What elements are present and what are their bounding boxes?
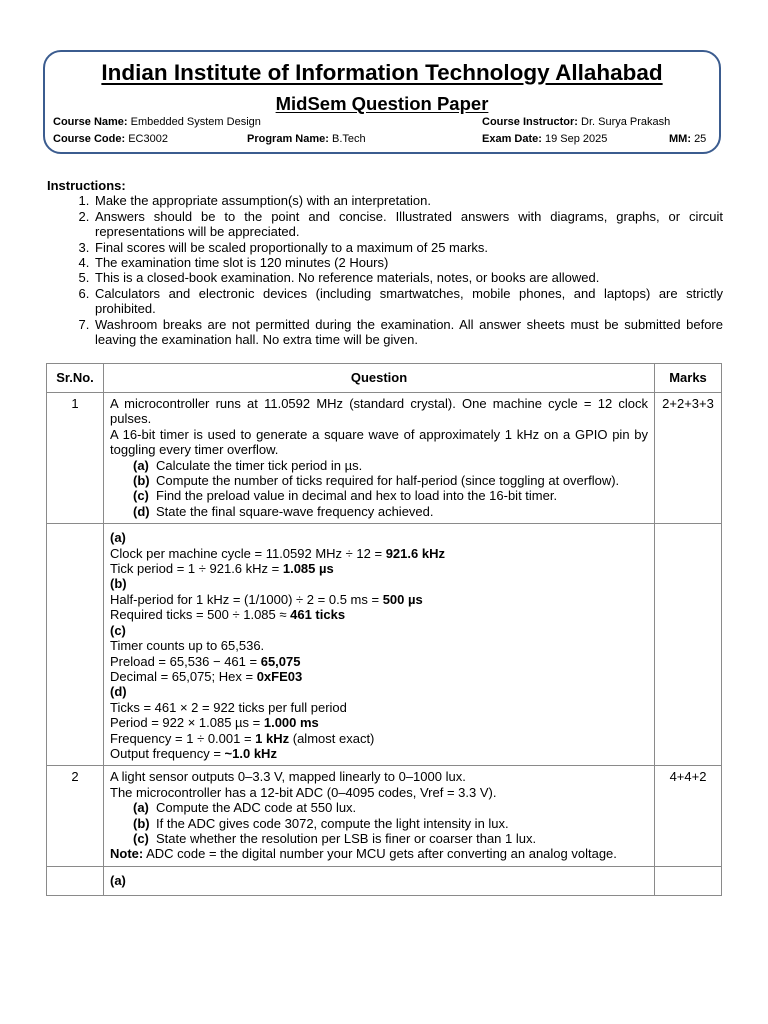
instructions-section: [47, 178, 723, 347]
course-instructor: Course Instructor: Dr. Surya Prakash: [482, 116, 671, 128]
q1-marks: 2+2+3+3: [655, 393, 722, 524]
a1-label-a: (a): [110, 530, 126, 546]
table-header-row: [47, 364, 722, 393]
instruction-item: 3. Final scores will be scaled proportionally to a maximum of 25 marks.: [93, 240, 723, 255]
q1-part-c: (c) Find the preload value in decimal and hex to load into the 16-bit timer.: [133, 488, 558, 504]
q2-note: Note: ADC code = the digital number your MCU gets after converting an analog voltage.: [110, 846, 617, 862]
table-row-a2: [47, 866, 722, 895]
a1-line: Decimal = 65,075; Hex = 0xFE03: [110, 668, 303, 684]
instruction-item: 4. The examination time slot is 120 minutes (2 Hours): [93, 255, 723, 270]
header-question: Question: [104, 364, 655, 393]
instructions-list: [47, 193, 723, 347]
table-row-a1: [47, 524, 722, 766]
course-name: Course Name: Embedded System Design: [53, 116, 261, 128]
instruction-item: 2. Answers should be to the point and concise. Illustrated answers with diagrams, graphs, or circuit representations will be appreciated.: [93, 209, 723, 240]
a2-srno: [47, 866, 104, 895]
q2-text1: A light sensor outputs 0–3.3 V, mapped linearly to 0–1000 lux.: [110, 769, 466, 785]
q1-part-d: (d) State the final square-wave frequency achieved.: [133, 503, 434, 519]
q2-part-a: (a) Compute the ADC code at 550 lux.: [133, 800, 357, 816]
institute-title: Indian Institute of Information Technology Allahabad: [101, 60, 663, 85]
a1-line: Output frequency = ~1.0 kHz: [110, 745, 277, 761]
course-code: Course Code: EC3002: [53, 133, 168, 145]
instructions-label: Instructions:: [47, 178, 126, 193]
q2-marks: 4+4+2: [655, 766, 722, 866]
a1-line: Clock per machine cycle = 11.0592 MHz ÷ 12 = 921.6 kHz: [110, 545, 445, 561]
q2-part-b: (b) If the ADC gives code 3072, compute the light intensity in lux.: [133, 815, 509, 831]
q2-question: [104, 766, 655, 866]
a1-line: Frequency = 1 ÷ 0.001 = 1 kHz (almost exact): [110, 730, 375, 746]
instruction-item: 7. Washroom breaks are not permitted during the examination. All answer sheets must be submitted before leaving the examination hall. No extra time will be given.: [93, 317, 723, 348]
q1-srno: 1: [47, 393, 104, 524]
header-marks: Marks: [655, 364, 722, 393]
a2-marks: [655, 866, 722, 895]
a1-label-d: (d): [110, 684, 127, 700]
a1-label-c: (c): [110, 622, 126, 638]
question-table: [46, 363, 722, 896]
program-name: Program Name: B.Tech: [247, 133, 366, 145]
q2-text2: The microcontroller has a 12-bit ADC (0–4095 codes, Vref = 3.3 V).: [110, 784, 497, 800]
q1-question: [104, 393, 655, 524]
header-srno: Sr.No.: [47, 364, 104, 393]
instruction-item: 1. Make the appropriate assumption(s) with an interpretation.: [93, 193, 723, 208]
instruction-item: 5. This is a closed-book examination. No reference materials, notes, or books are allowed.: [93, 270, 723, 285]
a1-line: Timer counts up to 65,536.: [110, 638, 265, 654]
table-row-q2: [47, 766, 722, 866]
a2-answer: [104, 866, 655, 895]
a2-label-a: (a): [110, 872, 126, 888]
a1-line: Tick period = 1 ÷ 921.6 kHz = 1.085 µs: [110, 561, 334, 577]
a1-line: Required ticks = 500 ÷ 1.085 ≈ 461 ticks: [110, 607, 346, 623]
a1-answer: [104, 524, 655, 766]
q1-text2: A 16-bit timer is used to generate a square wave of approximately 1 kHz on a GPIO pin by toggling every timer overflow.: [110, 426, 648, 458]
table-row-q1: [47, 393, 722, 524]
a1-line: Period = 922 × 1.085 µs = 1.000 ms: [110, 715, 319, 731]
a1-line: Half-period for 1 kHz = (1/1000) ÷ 2 = 0.5 ms = 500 µs: [110, 591, 423, 607]
a1-line: Preload = 65,536 − 461 = 65,075: [110, 653, 301, 669]
q1-part-b: (b) Compute the number of ticks required for half-period (since toggling at overflow).: [133, 473, 620, 489]
max-marks: MM: 25: [669, 133, 707, 145]
q2-srno: 2: [47, 766, 104, 866]
header-box: [43, 50, 721, 154]
a1-marks: [655, 524, 722, 766]
q1-part-a: (a) Calculate the timer tick period in µs.: [133, 457, 363, 473]
a1-srno: [47, 524, 104, 766]
exam-date: Exam Date: 19 Sep 2025: [482, 133, 608, 145]
a1-line: Ticks = 461 × 2 = 922 ticks per full period: [110, 699, 347, 715]
paper-title: MidSem Question Paper: [275, 93, 489, 114]
a1-label-b: (b): [110, 576, 127, 592]
q1-text1: A microcontroller runs at 11.0592 MHz (standard crystal). One machine cycle = 12 clock pulses.: [110, 396, 648, 427]
instruction-item: 6. Calculators and electronic devices (including smartwatches, mobile phones, and laptops) are strictly prohibited.: [93, 286, 723, 317]
q2-part-c: (c) State whether the resolution per LSB is finer or coarser than 1 lux.: [133, 830, 537, 846]
